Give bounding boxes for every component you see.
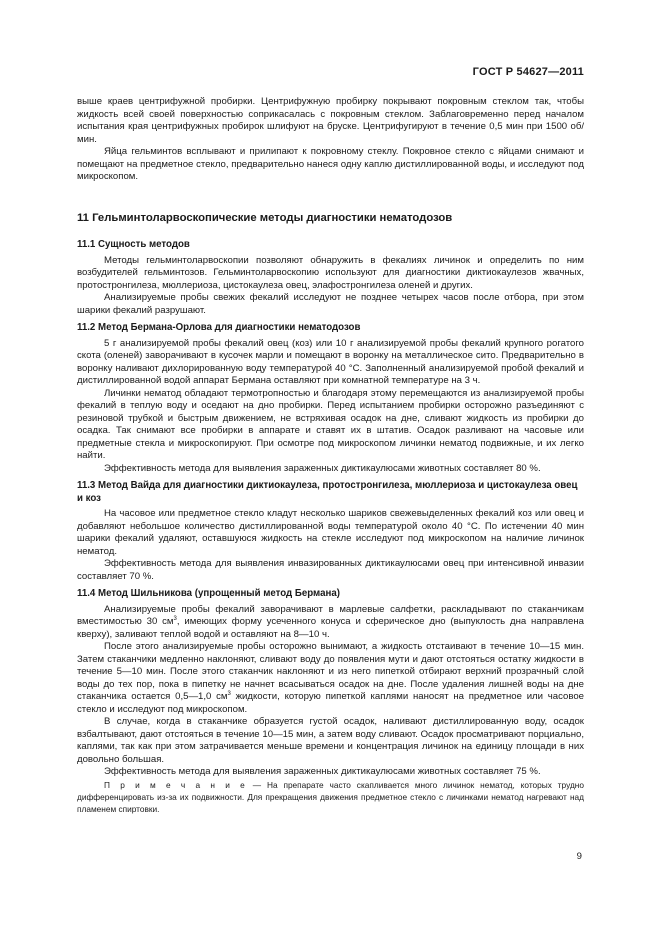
paragraph-text: Анализируемые пробы фекалий заворачивают в марлевые салфетки, раскладывают по стаканчикам вместимостью 30 см — [77, 603, 584, 627]
document-id-header: ГОСТ Р 54627—2011 — [472, 66, 584, 78]
subsection-11-1-title: 11.1 Сущность методов — [77, 239, 190, 250]
superscript-cubic: 3 — [227, 690, 231, 697]
intro-paragraph-1: выше краев центрифужной пробирки. Центрифужную пробирку покрывают покровным стеклом так, чтобы жидкость всей своей поверхностью соприкасалась с покровным стеклом. Заблаговременно перед началом испытания края центрифужных пробирок шлифуют на бруске. Центрифугируют в течение 0,5 мин при 1500 об/мин. — [77, 96, 584, 145]
subsection-11-4-title: 11.4 Метод Шильникова (упрощенный метод Бермана) — [77, 588, 340, 599]
subsection-11-4-paragraph-3: В случае, когда в стаканчике образуется густой осадок, наливают дистиллированную воду, осадок взбалтывают, дают отстояться в течение 10—15 мин, а затем воду сливают. Осадок просматривают порциально, каплями, так как при этом затрачивается меньше времени и концентрация личинок на единицу площади в них довольно большая. — [77, 716, 584, 765]
paragraph-text: жидкости, которую пипеткой каплями наносят на предметное или часовое стекло и исследуют под микроскопом. — [77, 691, 584, 715]
document-body — [77, 96, 584, 815]
subsection-11-3-paragraph-1: На часовое или предметное стекло кладут несколько шариков свежевыделенных фекалий коз или овец и добавляют небольшое количество дистиллированной воды температурой около 40 °С. По истечении 40 мин шарики фекалий удаляют, оставшуюся жидкость на стекле исследуют под микроскопом на наличие личинок нематод. — [77, 508, 584, 557]
subsection-11-2-paragraph-2: Личинки нематод обладают термотропностью и благодаря этому перемещаются из анализируемой пробы фекалий в теплую воду и оседают на дно пробирки. Перед испытанием пробирки осторожно разъединяют с резиновой трубкой и быстрым движением, не встряхивая осадок на дне, сливают жидкость из пробирки до осадка. Так снимают все пробирки в аппарате и ставят их в штатив. Осадок разливают на часовые или предметные стекла и микроскопируют. При осмотре под микроскопом личинки нематод подвижные, и их легко найти. — [77, 387, 584, 461]
note-text: — На препарате часто скапливается много личинок нематод, которых трудно дифференцировать из-за их подвижности. Для прекращения движения предметное стекло с личинками нематод нагревают над пламенем спиртовки. — [77, 779, 584, 814]
subsection-11-2-title: 11.2 Метод Бермана-Орлова для диагностики нематодозов — [77, 322, 361, 333]
subsection-11-2-paragraph-3: Эффективность метода для выявления зараженных диктикаулюсами животных составляет 80 %. — [104, 462, 541, 474]
page-number: 9 — [576, 851, 582, 862]
subsection-11-1-paragraph-2: Анализируемые пробы свежих фекалий исследуют не позднее четырех часов после отбора, при этом шарики фекалий разрушают. — [77, 292, 584, 316]
paragraph-text: После этого анализируемые пробы осторожно вынимают, а жидкость отстаивают в течение 10—15 мин. Затем стаканчики медленно наклоняют, сливают воду до появления мути и дают отстояться остатку жидкости в течение 5—10 мин. После этого стаканчик наклоняют и из него пипеткой отбирают верхний прозрачный слой воды до тех пор, пока в пипетку не начнет всасываться осадок на дне. После удаления лишней воды на дне стаканчика остается 0,5—1,0 см — [77, 641, 584, 702]
subsection-11-3-title: 11.3 Метод Вайда для диагностики диктиокаулеза, протостронгилеза, мюллериоза и цистокаулеза овец и коз — [77, 480, 578, 504]
subsection-11-1-paragraph-1: Методы гельминтоларвоскопии позволяют обнаружить в фекалиях личинок и определить по ним возбудителей гельминтозов. Гельминтоларвоскопию используют для диагностики диктиокаулезов жвачных, протостронгилеза, мюллериоза, цистокаулеза овец, элафостронгилеза оленей и других. — [77, 254, 584, 291]
note-label: П р и м е ч а н и е — [104, 779, 247, 790]
subsection-11-4-paragraph-4: Эффективность метода для выявления зараженных диктикаулюсами животных составляет 75 %. — [104, 766, 541, 777]
intro-paragraph-2: Яйца гельминтов всплывают и прилипают к покровному стеклу. Покровное стекло с яйцами снимают и помещают на предметное стекло, предварительно нанеся одну каплю дистиллированной воды, и исследуют под микроскопом. — [77, 146, 584, 182]
section-11-title: 11 Гельминтоларвоскопические методы диагностики нематодозов — [77, 211, 453, 224]
superscript-cubic: 3 — [173, 615, 177, 622]
note-paragraph — [77, 779, 584, 815]
subsection-11-2-paragraph-1: 5 г анализируемой пробы фекалий овец (коз) или 10 г анализируемой пробы фекалий крупного рогатого скота (оленей) заворачивают в кусочек марли и помещают в воронку на металлическое сито. Предварительно в воронку наливают дихлорированную воду температурой 40 °С. Заполненный анализируемой пробой фекалий и дистиллированной водой аппарат Бермана оставляют при комнатной температуре на 3 ч. — [77, 337, 584, 386]
subsection-11-3-paragraph-2: Эффективность метода для выявления инвазированных диктикаулюсами овец при интенсивной инвазии составляет 70 %. — [77, 558, 584, 582]
subsection-11-4-paragraph-1 — [77, 604, 584, 642]
paragraph-text: , имеющих форму усеченного конуса и сферическое дно (выпуклость дна направлена кверху), заливают теплой водой и оставляют на 8—10 ч. — [77, 616, 584, 640]
subsection-11-4-paragraph-2 — [77, 641, 584, 716]
